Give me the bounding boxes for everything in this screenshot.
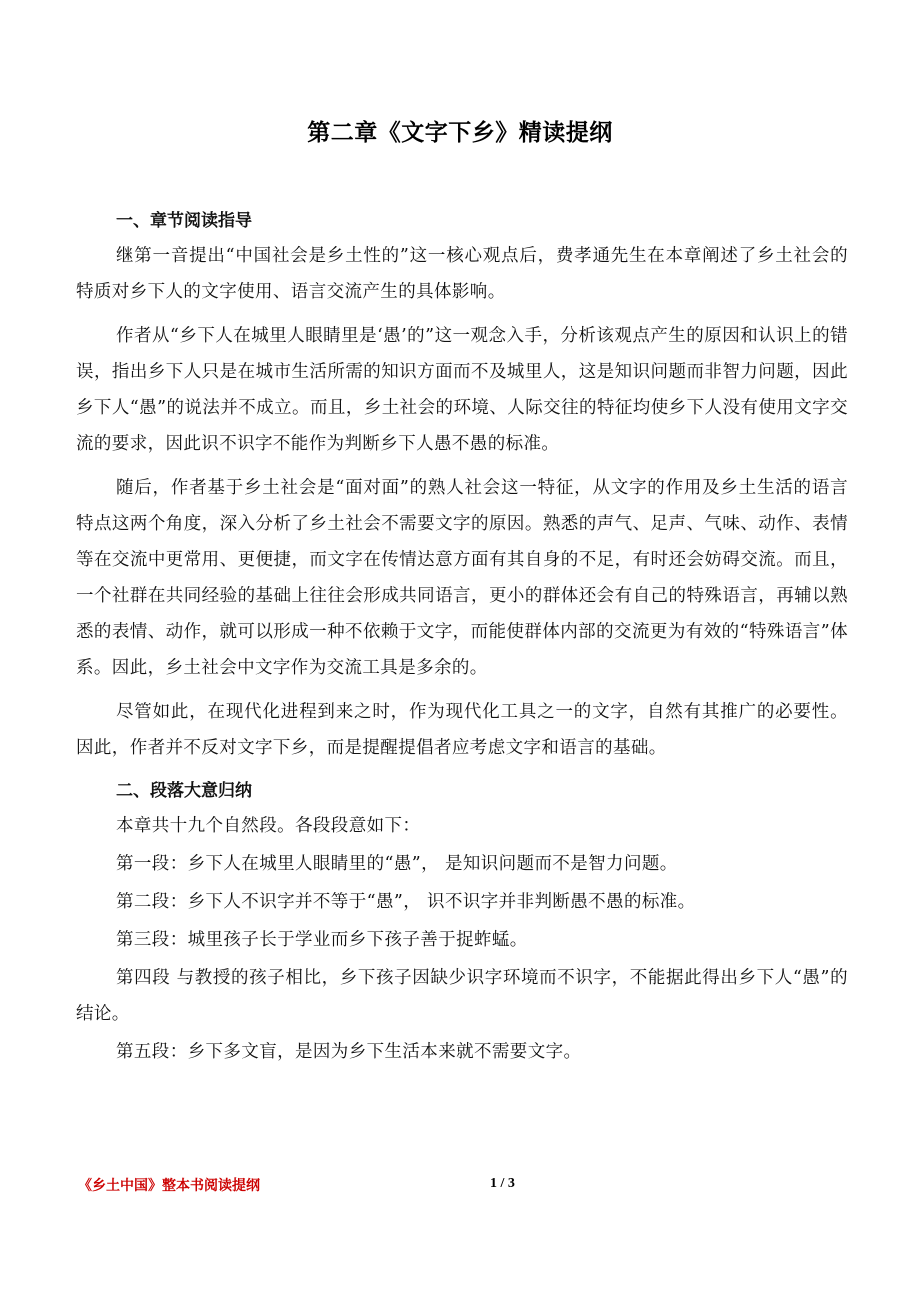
document-body <box>76 204 848 1072</box>
guide-paragraph-1: 继第一音提出“中国社会是乡土性的”这一核心观点后，费孝通先生在本章阐述了乡土社会的特质对乡下人的文字使用、语言交流产生的具体影响。 <box>76 246 848 302</box>
summary-item: 第四段 与教授的孩子相比，乡下孩子因缺少识字环境而不识字，不能据此得出乡下人“愚”的结论。 <box>76 968 848 1024</box>
summary-intro: 本章共十九个自然段。各段段意如下： <box>116 816 421 836</box>
summary-item: 第五段：乡下多文盲，是因为乡下生活本来就不需要文字。 <box>116 1042 582 1062</box>
guide-paragraph-3: 随后，作者基于乡土社会是“面对面”的熟人社会这一特征，从文字的作用及乡土生活的语言特点这两个角度，深入分析了乡土社会不需要文字的原因。熟悉的声气、足声、气味、动作、表情等在交流中更常用、更便捷，而文字在传情达意方面有其自身的不足，有时还会妨碍交流。而且，一个社群在共同经验的基础上往往会形成共同语言，更小的群体还会有自己的特殊语言，再辅以熟悉的表情、动作，就可以形成一种不依赖于文字，而能使群体内部的交流更为有效的“特殊语言”体系。因此，乡土社会中文字作为交流工具是多余的。 <box>76 478 848 678</box>
summary-item: 第三段：城里孩子长于学业而乡下孩子善于捉蚱蜢。 <box>116 930 528 950</box>
summary-item: 第二段：乡下人不识字并不等于“愚”， 识不识字并非判断愚不愚的标准。 <box>116 892 696 912</box>
section-heading-reading-guide: 一、章节阅读指导 <box>116 211 252 231</box>
footer-book-title: 《乡土中国》整本书阅读提纲 <box>78 1178 260 1194</box>
guide-paragraph-2: 作者从“乡下人在城里人眼睛里是‘愚’的”这一观念入手，分析该观点产生的原因和认识上的错误，指出乡下人只是在城市生活所需的知识方面而不及城里人，这是知识问题而非智力问题，因此乡下人“愚”的说法并不成立。而且，乡土社会的环境、人际交往的特征均使乡下人没有使用文字交流的要求，因此识不识字不能作为判断乡下人愚不愚的标准。 <box>76 326 848 454</box>
guide-paragraph-4: 尽管如此，在现代化进程到来之时，作为现代化工具之一的文字，自然有其推广的必要性。因此，作者并不反对文字下乡，而是提醒提倡者应考虑文字和语言的基础。 <box>76 702 848 758</box>
page-title: 第二章《文字下乡》精读提纲 <box>307 120 613 146</box>
section-heading-paragraph-summary: 二、段落大意归纳 <box>116 781 252 801</box>
footer-page-number: 1 / 3 <box>490 1176 515 1191</box>
summary-item: 第一段：乡下人在城里人眼睛里的“愚”， 是知识问题而不是智力问题。 <box>116 854 678 874</box>
